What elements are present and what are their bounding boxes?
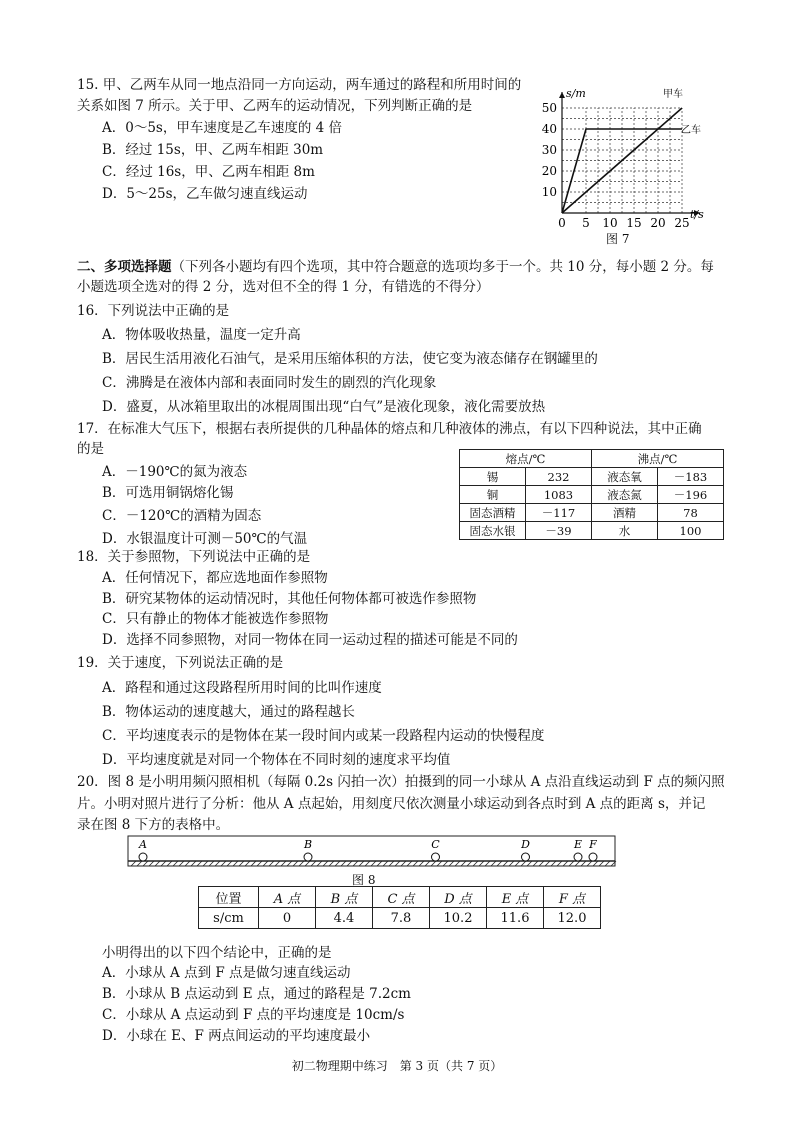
table-cell: B 点 (316, 887, 373, 908)
table-cell: 232 (526, 468, 592, 486)
point-label-e: E (573, 838, 583, 851)
q15-option-c: C．经过 16s，甲、乙两车相距 8m (102, 164, 315, 180)
point-label-c: C (431, 838, 440, 851)
table-cell: 12.0 (544, 908, 601, 929)
figure-8-flash-photo (127, 834, 617, 874)
series-label-jia: 甲车 (663, 89, 683, 100)
table-cell: 酒精 (592, 504, 658, 522)
x-axis-label: t/s (690, 208, 704, 221)
table-cell: －39 (526, 522, 592, 540)
table-cell: 固态水银 (460, 522, 526, 540)
q20-option-d: D．小球在 E、F 两点间运动的平均速度最小 (102, 1028, 371, 1044)
section-2-line1 (77, 258, 714, 276)
x-tick-label: 10 (602, 216, 618, 230)
q19-option-c: C．平均速度表示的是物体在某一段时间内或某一段路程内运动的快慢程度 (102, 728, 545, 744)
table-cell: 铜 (460, 486, 526, 504)
section-2-desc: （下列各小题均有四个选项，其中符合题意的选项均多于一个。共 10 分，每小题 2 分。每 (171, 259, 714, 275)
q20-stem-line1: 20．图 8 是小明用频闪照相机（每隔 0.2s 闪拍一次）拍摄到的同一小球从 A 点沿直线运动到 F 点的频闪照 (77, 774, 725, 790)
q19-option-b: B．物体运动的速度越大，通过的路程越长 (102, 704, 355, 720)
table-row (460, 468, 724, 486)
q18-option-c: C．只有静止的物体才能被选作参照物 (102, 611, 329, 627)
point-label-d: D (521, 838, 530, 851)
ball-a (139, 853, 147, 861)
section-2-desc-line2: 小题选项全选对的得 2 分，选对但不全的得 1 分，有错选的不得分） (77, 279, 490, 295)
q17-option-c: C．－120℃的酒精为固态 (102, 508, 262, 524)
q19-stem: 19．关于速度，下列说法正确的是 (77, 655, 284, 671)
y-tick-label: 50 (541, 101, 557, 115)
ball-d (522, 853, 530, 861)
table-cell: C 点 (373, 887, 430, 908)
table-cell: D 点 (430, 887, 487, 908)
q15-option-d: D．5～25s，乙车做匀速直线运动 (102, 186, 308, 202)
q18-option-b: B．研究某物体的运动情况时，其他任何物体都可被选作参照物 (102, 591, 477, 607)
table-row (199, 887, 601, 908)
x-tick-label: 15 (626, 216, 642, 230)
x-tick-label: 5 (582, 216, 590, 230)
ball-positions (138, 838, 597, 861)
table-cell: 11.6 (487, 908, 544, 929)
section-2-title: 二、多项选择题 (77, 259, 172, 275)
x-tick-label: 0 (558, 216, 566, 230)
q19-option-d: D．平均速度就是对同一个物体在不同时刻的速度求平均值 (102, 752, 451, 768)
table-row (199, 908, 601, 929)
position-table (198, 886, 601, 929)
q15-stem-line1: 15. 甲、乙两车从同一地点沿同一方向运动，两车通过的路程和所用时间的 (77, 77, 522, 93)
table-cell: －183 (658, 468, 724, 486)
header-melting-point: 熔点/℃ (460, 450, 592, 468)
figure-7-chart (535, 80, 725, 250)
q17-option-a: A．－190℃的氮为液态 (102, 464, 248, 480)
table-cell: E 点 (487, 887, 544, 908)
ball-f (589, 853, 597, 861)
table-cell: A 点 (259, 887, 316, 908)
q20-option-b: B．小球从 B 点运动到 E 点，通过的路程是 7.2cm (102, 986, 411, 1002)
table-cell: 7.8 (373, 908, 430, 929)
y-tick-label: 40 (541, 122, 557, 136)
figure-8-caption: 图 8 (352, 873, 376, 887)
point-label-a: A (139, 838, 147, 851)
q16-stem: 16．下列说法中正确的是 (77, 303, 230, 319)
table-cell: －196 (658, 486, 724, 504)
q20-stem-line2: 片。小明对照片进行了分析：他从 A 点起始，用刻度尺依次测量小球运动到各点时到 A 点的距离 s，并记 (77, 796, 706, 812)
table-cell: 78 (658, 504, 724, 522)
y-tick-label: 30 (541, 143, 557, 157)
table-cell: F 点 (544, 887, 601, 908)
table-cell: 液态氮 (592, 486, 658, 504)
table-cell: 固态酒精 (460, 504, 526, 522)
ball-b (304, 853, 312, 861)
ball-c (432, 853, 440, 861)
q15-option-a: A．0～5s，甲车速度是乙车速度的 4 倍 (102, 120, 343, 136)
q20-conclusion: 小明得出的以下四个结论中，正确的是 (102, 945, 332, 961)
header-boiling-point: 沸点/℃ (592, 450, 724, 468)
y-axis-arrow (559, 92, 565, 98)
q18-stem: 18．关于参照物，下列说法中正确的是 (77, 549, 311, 565)
point-label-b: B (303, 838, 313, 851)
table-cell: 4.4 (316, 908, 373, 929)
q16-option-d: D．盛夏，从冰箱里取出的冰棍周围出现“白气”是液化现象，液化需要放热 (102, 399, 546, 415)
table-row (460, 486, 724, 504)
q20-option-c: C．小球从 A 点运动到 F 点的平均速度是 10cm/s (102, 1007, 405, 1023)
q17-option-d: D．水银温度计可测－50℃的气温 (102, 531, 308, 547)
q19-option-a: A．路程和通过这段路程所用时间的比叫作速度 (102, 680, 382, 696)
x-tick-label: 20 (650, 216, 666, 230)
x-tick-label: 25 (674, 216, 690, 230)
q16-option-b: B．居民生活用液化石油气，是采用压缩体积的方法，使它变为液态储存在钢罐里的 (102, 351, 598, 367)
series-label-yi: 乙车 (681, 125, 701, 136)
table-cell: 1083 (526, 486, 592, 504)
table-row (460, 504, 724, 522)
table-header-row (460, 450, 724, 468)
table-cell: s/cm (199, 908, 259, 929)
figure-7-caption: 图 7 (606, 232, 630, 246)
q16-option-c: C．沸腾是在液体内部和表面同时发生的剧烈的汽化现象 (102, 375, 437, 391)
table-cell: 10.2 (430, 908, 487, 929)
melting-boiling-table (459, 449, 724, 540)
q16-option-a: A．物体吸收热量，温度一定升高 (102, 327, 301, 343)
table-cell: －117 (526, 504, 592, 522)
q17-stem-line2: 的是 (77, 441, 104, 457)
q20-option-a: A．小球从 A 点到 F 点是做匀速直线运动 (102, 965, 351, 981)
ball-e (574, 853, 582, 861)
table-cell: 0 (259, 908, 316, 929)
q17-option-b: B．可选用铜锅熔化锡 (102, 485, 234, 501)
q15-stem-line2: 关系如图 7 所示。关于甲、乙两车的运动情况，下列判断正确的是 (77, 98, 473, 114)
q17-stem-line1: 17．在标准大气压下，根据右表所提供的几种晶体的熔点和几种液体的沸点，有以下四种说法，其中正确 (77, 421, 702, 437)
table-cell: 水 (592, 522, 658, 540)
table-cell: 液态氧 (592, 468, 658, 486)
q15-option-b: B．经过 15s，甲、乙两车相距 30m (102, 142, 324, 158)
table-cell: 位置 (199, 887, 259, 908)
point-label-f: F (589, 838, 597, 851)
q18-option-a: A．任何情况下，都应选地面作参照物 (102, 570, 328, 586)
table-cell: 锡 (460, 468, 526, 486)
y-axis-label: s/m (566, 87, 586, 100)
page-footer: 初二物理期中练习 第 3 页（共 7 页） (291, 1059, 503, 1073)
y-tick-label: 20 (541, 164, 557, 178)
table-cell: 100 (658, 522, 724, 540)
y-tick-label: 10 (541, 185, 557, 199)
q18-option-d: D．选择不同参照物，对同一物体在同一运动过程的描述可能是不同的 (102, 632, 518, 648)
q20-stem-line3: 录在图 8 下方的表格中。 (77, 817, 230, 833)
table-row (460, 522, 724, 540)
